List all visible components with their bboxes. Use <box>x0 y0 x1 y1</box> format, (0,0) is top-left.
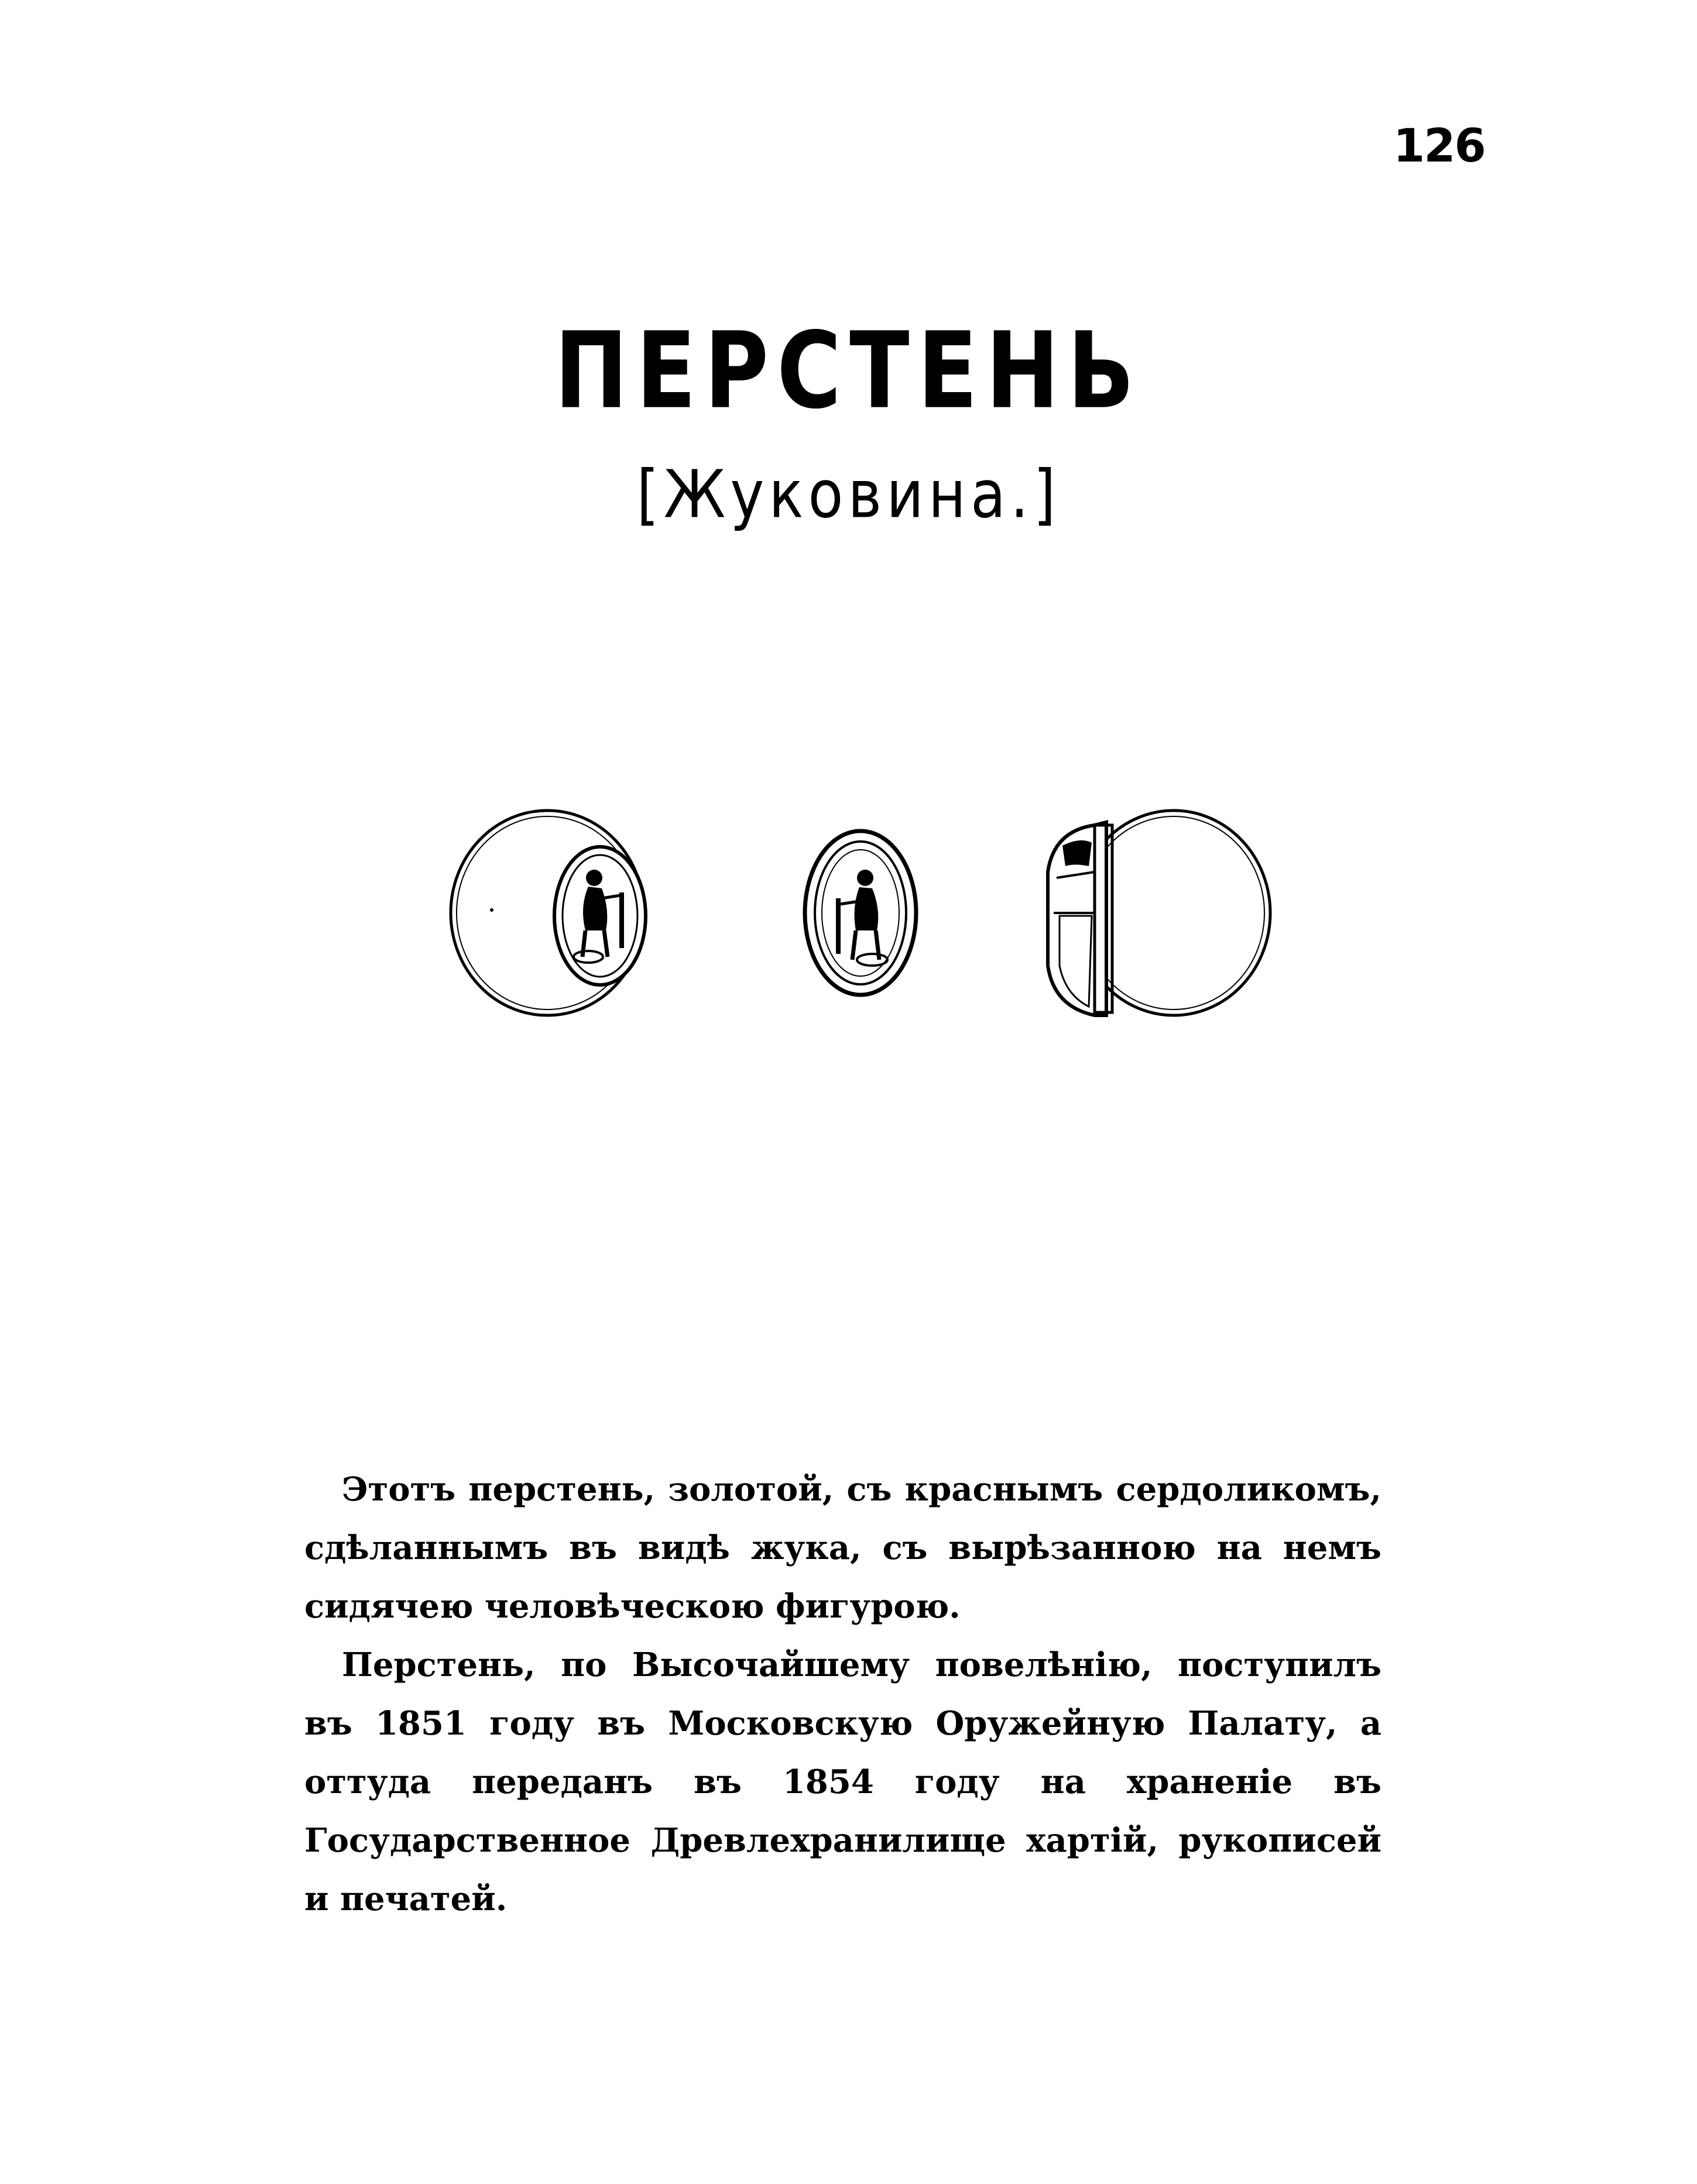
body-text <box>304 1460 1381 1928</box>
ring-illustration <box>445 790 1276 1036</box>
page-subtitle: [Жуковина.] <box>636 456 1061 534</box>
paragraph-description: Этотъ перстень, золотой, съ краснымъ сердоликомъ, сдѣланнымъ въ видѣ жука, съ вырѣзанною на немъ сидячею человѣческою фигурою. <box>304 1470 1381 1626</box>
paragraph-provenance: Перстень, по Высочайшему повелѣнію, поступилъ въ 1851 году въ Московскую Оружейную Палату, а оттуда переданъ въ 1854 году на храненіе въ Государственное Древлехранилище хартій, рукописей и печатей. <box>304 1646 1381 1918</box>
page-title: ПЕРСТЕНЬ <box>554 310 1143 432</box>
ring-front-view <box>445 790 679 1036</box>
ring-side-view <box>1030 790 1276 1036</box>
page-number: 126 <box>1393 120 1485 173</box>
scarab-gem-view <box>790 790 931 1036</box>
